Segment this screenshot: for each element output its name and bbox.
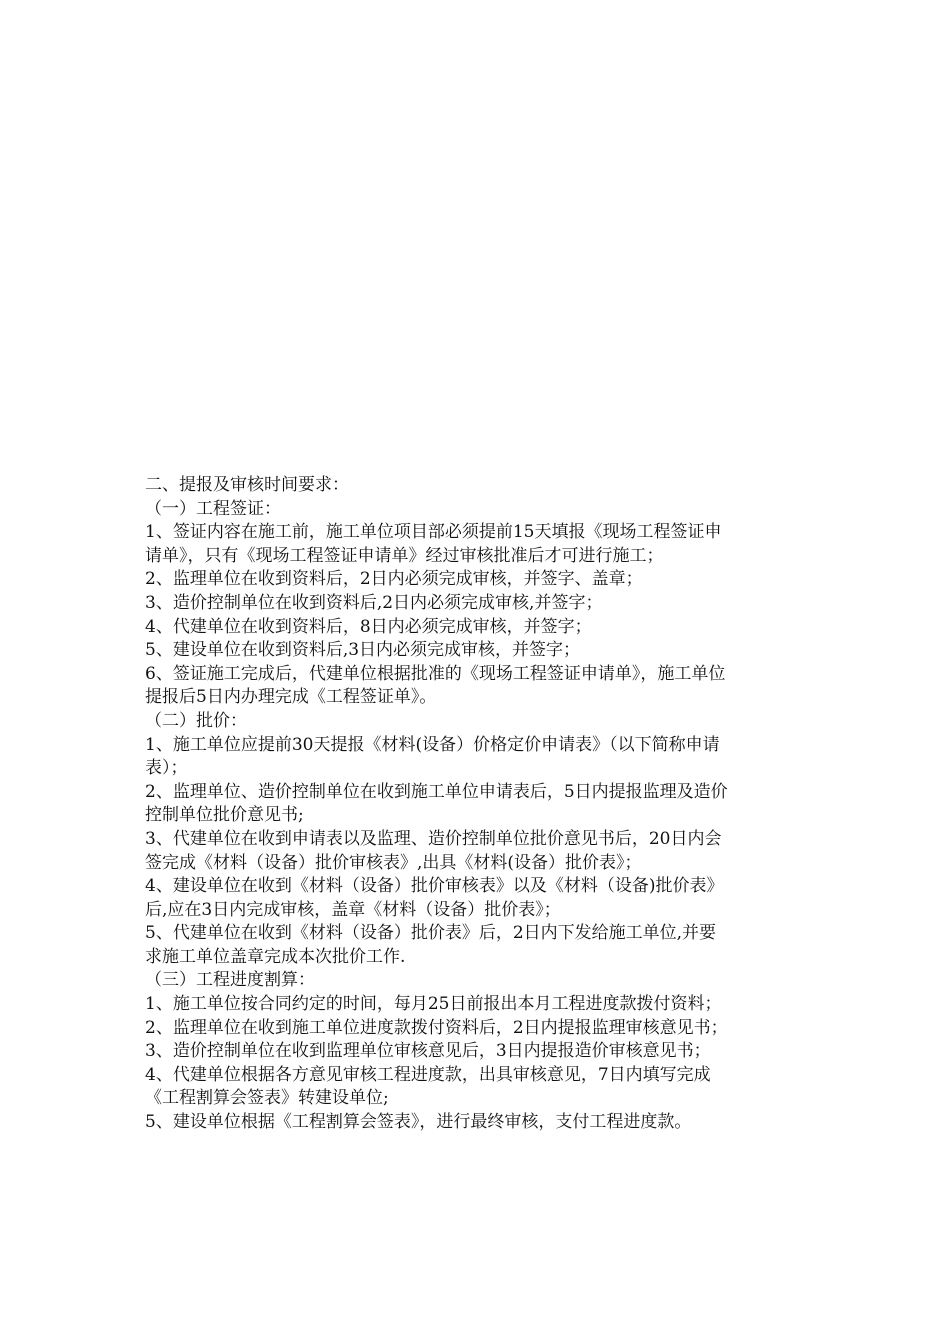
text-line: 5、代建单位在收到《材料（设备）批价表》后，2日内下发给施工单位,并要 bbox=[145, 923, 717, 944]
text-line: 5、建设单位根据《工程割算会签表》，进行最终审核，支付工程进度款。 bbox=[145, 1112, 692, 1133]
section-heading: 二、提报及审核时间要求： bbox=[145, 475, 349, 495]
text-line: 4、代建单位在收到资料后，8日内必须完成审核，并签字； bbox=[145, 616, 592, 637]
text-line: 求施工单位盖章完成本次批价工作. bbox=[145, 946, 406, 967]
text-line: 签完成《材料（设备）批价审核表》,出具《材料(设备）批价表》； bbox=[145, 852, 642, 873]
text-line: 2、监理单位、造价控制单位在收到施工单位申请表后，5日内提报监理及造价 bbox=[145, 781, 728, 802]
text-line: 表）； bbox=[145, 758, 188, 779]
text-line: 提报后5日内办理完成《工程签证单》。 bbox=[145, 687, 437, 708]
text-line: 《工程割算会签表》转建设单位; bbox=[145, 1088, 389, 1109]
text-line: 4、建设单位在收到《材料（设备）批价审核表》以及《材料（设备)批价表》 bbox=[145, 876, 724, 897]
document-body bbox=[145, 474, 810, 1135]
text-line: 2、监理单位在收到施工单位进度款拨付资料后，2日内提报监理审核意见书； bbox=[145, 1017, 728, 1038]
text-line: 后,应在3日内完成审核，盖章《材料（设备）批价表》； bbox=[145, 899, 561, 920]
text-line: 1、施工单位应提前30天提报《材料(设备）价格定价申请表》（以下简称申请 bbox=[145, 734, 720, 755]
text-line: 1、签证内容在施工前，施工单位项目部必须提前15天填报《现场工程签证申 bbox=[145, 522, 722, 543]
text-line: 3、造价控制单位在收到资料后,2日内必须完成审核,并签字； bbox=[145, 592, 603, 613]
text-line: 5、建设单位在收到资料后,3日内必须完成审核，并签字； bbox=[145, 640, 581, 661]
subsection-heading-signing: （一）工程签证： bbox=[145, 498, 281, 519]
text-line: 2、监理单位在收到资料后，2日内必须完成审核，并签字、盖章； bbox=[145, 569, 643, 590]
text-line: 3、代建单位在收到申请表以及监理、造价控制单位批价意见书后，20日内会 bbox=[145, 828, 722, 849]
text-line: 控制单位批价意见书; bbox=[145, 805, 304, 826]
subsection-heading-pricing: （二）批价： bbox=[145, 710, 247, 731]
text-line: 1、施工单位按合同约定的时间，每月25日前报出本月工程进度款拨付资料； bbox=[145, 994, 722, 1015]
text-line: 3、造价控制单位在收到监理单位审核意见后，3日内提报造价审核意见书； bbox=[145, 1041, 711, 1062]
subsection-heading-progress: （三）工程进度割算： bbox=[145, 970, 315, 991]
text-line: 6、签证施工完成后，代建单位根据批准的《现场工程签证申请单》，施工单位 bbox=[145, 663, 726, 684]
text-line: 请单》，只有《现场工程签证申请单》经过审核批准后才可进行施工； bbox=[145, 545, 664, 566]
text-line: 4、代建单位根据各方意见审核工程进度款，出具审核意见，7日内填写完成 bbox=[145, 1064, 711, 1085]
